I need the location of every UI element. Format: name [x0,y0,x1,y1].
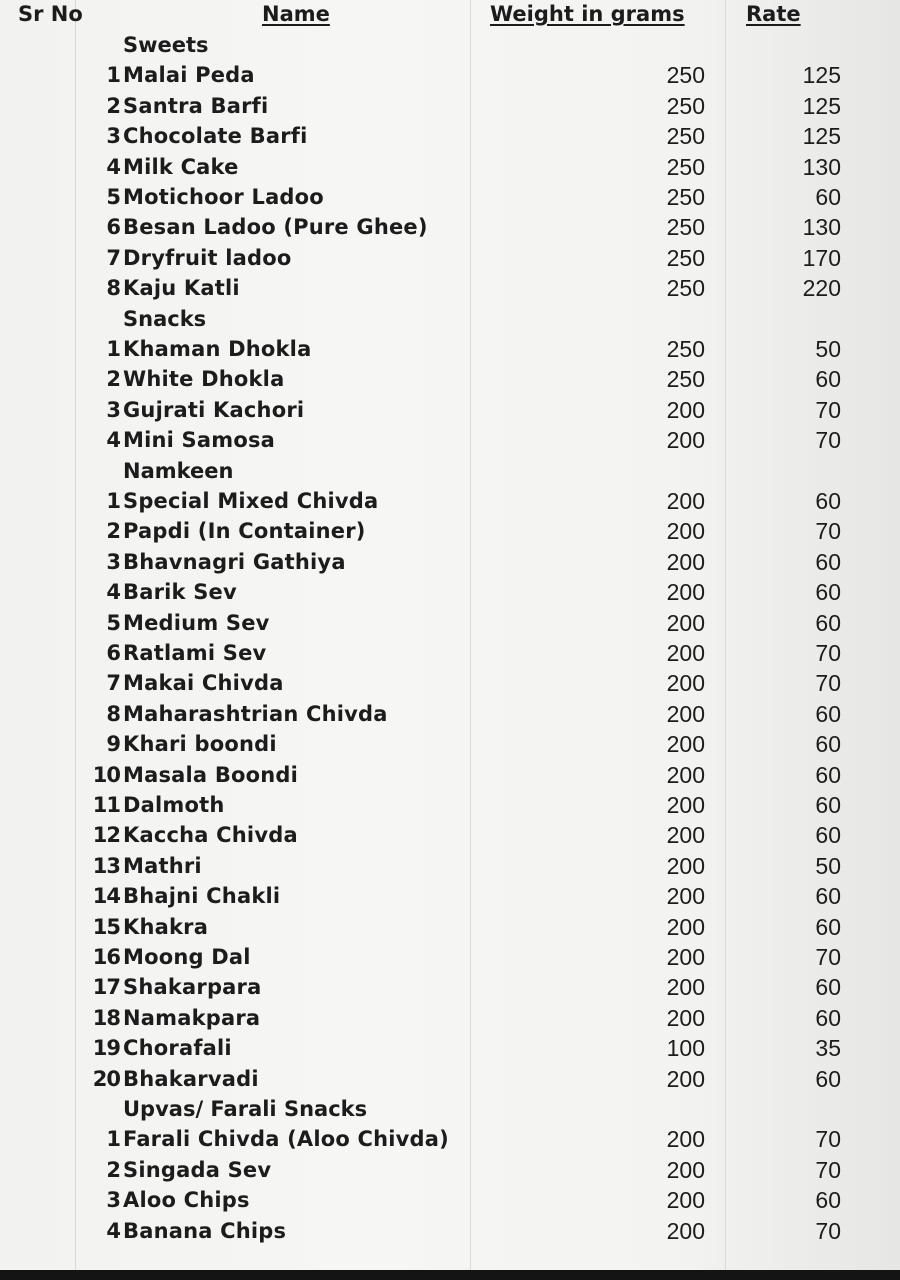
sr-number: 4 [106,154,120,179]
sr-number: 18 [92,1005,120,1030]
item-name: Chocolate Barfi [123,124,308,149]
table-row [0,1155,900,1185]
table-row [0,395,900,425]
item-rate: 170 [802,244,841,271]
item-name: White Dhokla [123,367,285,392]
item-weight: 250 [666,92,705,119]
item-weight: 200 [666,640,705,666]
sr-number: 2 [106,519,120,544]
table-row [0,1033,900,1063]
sr-number: 13 [92,853,120,878]
item-rate: 130 [802,153,841,180]
item-rate: 60 [815,488,841,514]
item-rate: 60 [815,761,841,788]
item-name: Maharashtrian Chivda [123,701,388,726]
item-name: Mini Samosa [123,428,276,453]
item-weight: 200 [666,731,705,758]
sr-number: 5 [106,610,120,635]
item-name: Masala Boondi [123,762,299,787]
item-rate: 60 [815,1187,841,1214]
item-weight: 200 [666,792,705,818]
table-row [0,1185,900,1215]
item-name: Moong Dal [123,945,251,969]
table-row [0,121,900,151]
table-row [0,364,900,394]
item-weight: 250 [666,123,705,150]
sr-number: 9 [106,732,120,757]
table-row [0,273,900,303]
item-rate: 60 [815,184,841,210]
sr-number: 4 [106,580,120,605]
sr-number: 15 [92,914,120,939]
item-weight: 250 [666,214,705,241]
sr-number: 1 [106,1127,120,1152]
sr-number: 11 [92,793,120,817]
item-name: Shakarpara [123,975,262,1000]
item-rate: 60 [815,913,841,940]
table-row [0,547,900,577]
item-weight: 200 [666,396,705,423]
item-name: Singada Sev [123,1157,272,1182]
item-rate: 70 [815,518,841,545]
sr-number: 2 [106,367,120,392]
table-row [0,1216,900,1246]
sr-number: 3 [106,1188,120,1213]
category-title: Sweets [123,33,209,57]
item-rate: 60 [815,548,841,575]
sr-number: 6 [106,641,120,665]
item-name: Dryfruit ladoo [123,245,292,270]
table-row [0,152,900,182]
item-weight: 250 [666,153,705,180]
item-rate: 70 [815,1156,841,1183]
item-name: Kaju Katli [123,276,240,301]
sr-number: 2 [106,93,120,118]
item-rate: 60 [815,974,841,1001]
header-sr-no: Sr No [18,2,83,26]
item-weight: 200 [666,974,705,1001]
table-row [0,425,900,455]
table-row [0,516,900,546]
sr-number: 5 [106,185,120,209]
item-name: Papdi (In Container) [123,519,366,544]
table-row [0,91,900,121]
item-weight: 200 [666,609,705,636]
table-row [0,243,900,273]
item-rate: 70 [815,396,841,423]
table-row [0,182,900,212]
table-row [0,760,900,790]
table-row [0,1003,900,1033]
sr-number: 14 [92,884,120,909]
sr-number: 1 [106,63,120,88]
item-rate: 60 [815,883,841,910]
item-rate: 35 [815,1035,841,1062]
table-row [0,486,900,516]
item-rate: 50 [815,852,841,879]
sr-number: 17 [92,975,120,1000]
table-row [0,638,900,668]
item-weight: 200 [666,852,705,879]
item-name: Dalmoth [123,793,225,817]
sr-number: 16 [92,945,120,969]
item-weight: 200 [666,1217,705,1244]
item-name: Barik Sev [123,580,237,605]
item-weight: 200 [666,913,705,940]
table-row [0,881,900,911]
item-weight: 100 [666,1035,705,1062]
item-name: Santra Barfi [123,93,269,118]
item-name: Medium Sev [123,610,270,635]
item-weight: 200 [666,548,705,575]
item-weight: 200 [666,488,705,514]
sr-number: 12 [92,823,120,848]
table-row [0,820,900,850]
table-row [0,729,900,759]
item-weight: 200 [666,1126,705,1153]
category-heading [0,30,900,60]
sr-number: 8 [106,701,120,726]
item-weight: 250 [666,244,705,271]
sr-number: 20 [92,1066,120,1091]
item-name: Makai Chivda [123,671,284,696]
item-rate: 60 [815,366,841,393]
table-row [0,1064,900,1094]
category-heading [0,1094,900,1124]
item-name: Khakra [123,914,209,939]
item-weight: 200 [666,427,705,454]
item-rate: 70 [815,640,841,666]
item-rate: 60 [815,731,841,758]
item-name: Banana Chips [123,1218,287,1243]
item-name: Chorafali [123,1036,232,1061]
item-weight: 200 [666,1187,705,1214]
item-name: Bhakarvadi [123,1066,259,1091]
item-rate: 60 [815,1065,841,1092]
item-rate: 70 [815,670,841,697]
item-rate: 130 [802,214,841,241]
sr-number: 7 [106,671,120,696]
sr-number: 1 [106,337,120,361]
item-weight: 200 [666,579,705,606]
item-name: Mathri [123,853,202,878]
item-weight: 200 [666,1065,705,1092]
category-heading [0,456,900,486]
item-weight: 200 [666,1156,705,1183]
item-rate: 125 [802,92,841,119]
item-name: Khari boondi [123,732,277,757]
sr-number: 2 [106,1157,120,1182]
table-row [0,608,900,638]
item-name: Milk Cake [123,154,239,179]
item-rate: 60 [815,1004,841,1031]
item-name: Bhajni Chakli [123,884,281,909]
header-rate: Rate [746,2,801,26]
item-name: Besan Ladoo (Pure Ghee) [123,215,428,240]
category-title: Namkeen [123,458,234,483]
item-rate: 125 [802,62,841,89]
item-weight: 250 [666,62,705,89]
item-weight: 200 [666,518,705,545]
sr-number: 4 [106,1218,120,1243]
item-name: Ratlami Sev [123,641,267,665]
sr-number: 6 [106,215,120,240]
item-weight: 200 [666,822,705,849]
table-row [0,912,900,942]
category-title: Upvas/ Farali Snacks [123,1097,368,1121]
sr-number: 10 [92,762,120,787]
item-name: Aloo Chips [123,1188,250,1213]
table-row [0,60,900,90]
table-row [0,334,900,364]
item-rate: 60 [815,700,841,727]
item-rate: 60 [815,579,841,606]
table-row [0,851,900,881]
item-name: Namakpara [123,1005,261,1030]
item-weight: 250 [666,184,705,210]
sr-number: 19 [92,1036,120,1061]
item-rate: 220 [802,275,841,302]
item-rate: 60 [815,822,841,849]
sr-number: 1 [106,489,120,513]
category-title: Snacks [123,306,207,331]
table-row [0,212,900,242]
item-weight: 200 [666,883,705,910]
item-weight: 250 [666,275,705,302]
item-name: Motichoor Ladoo [123,185,324,209]
item-name: Kaccha Chivda [123,823,298,848]
table-row [0,1124,900,1154]
item-rate: 125 [802,123,841,150]
table-row [0,577,900,607]
item-name: Malai Peda [123,63,255,88]
item-rate: 60 [815,609,841,636]
table-row [0,790,900,820]
table-row [0,668,900,698]
item-name: Special Mixed Chivda [123,489,379,513]
item-rate: 60 [815,792,841,818]
sr-number: 3 [106,124,120,149]
table-row [0,699,900,729]
item-name: Farali Chivda (Aloo Chivda) [123,1127,449,1152]
item-name: Khaman Dhokla [123,337,312,361]
item-weight: 250 [666,336,705,362]
bottom-edge [0,1270,900,1280]
header-weight: Weight in grams [490,2,685,26]
item-rate: 70 [815,1126,841,1153]
item-name: Bhavnagri Gathiya [123,549,346,574]
sr-number: 3 [106,549,120,574]
sr-number: 4 [106,428,120,453]
item-weight: 200 [666,761,705,788]
item-rate: 70 [815,1217,841,1244]
item-rate: 70 [815,944,841,970]
item-name: Gujrati Kachori [123,397,305,422]
item-weight: 200 [666,944,705,970]
sr-number: 3 [106,397,120,422]
category-heading [0,304,900,334]
header-name: Name [262,2,330,26]
sr-number: 7 [106,245,120,270]
table-row [0,972,900,1002]
sr-number: 8 [106,276,120,301]
item-weight: 200 [666,670,705,697]
item-weight: 200 [666,700,705,727]
item-weight: 250 [666,366,705,393]
item-rate: 70 [815,427,841,454]
item-rate: 50 [815,336,841,362]
item-weight: 200 [666,1004,705,1031]
table-row [0,942,900,972]
